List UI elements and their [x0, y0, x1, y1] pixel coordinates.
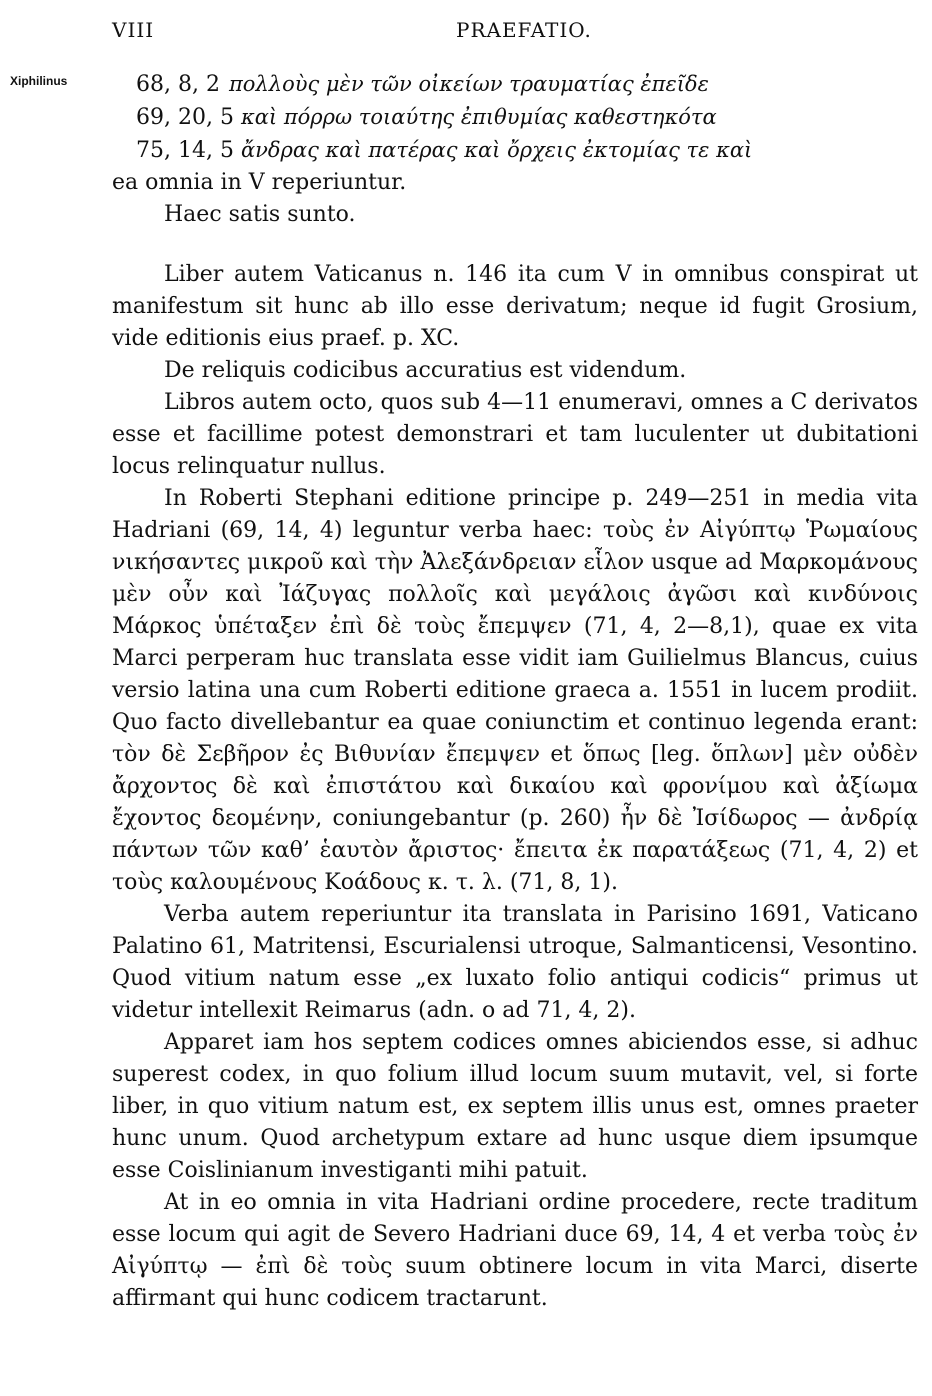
body-text [112, 68, 918, 1315]
margin-note: Xiphilinus [10, 74, 68, 88]
page-header [0, 14, 932, 44]
paragraph: De reliquis codicibus accuratius est videndum. [164, 358, 687, 383]
citation-ref: 75, 14, 5 [136, 138, 234, 163]
citation-ref: 69, 20, 5 [136, 105, 234, 130]
citation-line [112, 101, 918, 134]
citation-ref: 68, 8, 2 [136, 72, 220, 97]
paragraph: At in eo omnia in vita Hadriani ordine procedere, recte traditum esse locum qui agit de Severo Hadriani duce 69, 14, 4 et verba τοὺς ἐν Αἰγύπτῳ — ἐπὶ δὲ τοὺς suum obtinere locum in vita Marci, diserte affirmant qui hunc codicem tractarunt. [112, 1190, 918, 1311]
citation-greek: καὶ πόρρω τοιαύτης ἐπιθυμίας καθεστηκότα [240, 105, 717, 129]
page-number: VIII [112, 18, 155, 42]
citation-line [112, 68, 918, 101]
paragraph: Apparet iam hos septem codices omnes abiciendos esse, si adhuc superest codex, in quo folium illud locum suum mutavit, vel, si forte liber, in quo vitium natum est, ex septem illis unus est, omnes praeter hunc unum. Quod archetypum extare ad hunc usque diem ipsumque esse Coislinianum investiganti mihi patuit. [112, 1030, 918, 1183]
paragraph: Haec satis sunto. [164, 202, 356, 227]
citation-greek: ἄνδρας καὶ πατέρας καὶ ὄρχεις ἐκτομίας τε καὶ [240, 138, 753, 162]
running-title: PRAEFATIO. [456, 18, 592, 42]
paragraph: Libros autem octo, quos sub 4—11 enumeravi, omnes a C derivatos esse et facillime potest demonstrari et tam luculenter ut dubitationi locus relinquatur nullus. [112, 390, 918, 479]
paragraph: ea omnia in V reperiuntur. [112, 170, 407, 195]
citation-greek: πολλοὺς μὲν τῶν οἰκείων τραυματίας ἐπεῖδε [229, 72, 709, 96]
paragraph: Liber autem Vaticanus n. 146 ita cum V in omnibus conspirat ut manifestum sit hunc ab illo esse derivatum; neque id fugit Grosium, vide editionis eius praef. p. XC. [112, 262, 918, 351]
section-gap [112, 231, 918, 259]
citation-line [112, 134, 918, 167]
paragraph: Verba autem reperiuntur ita translata in Parisino 1691, Vaticano Palatino 61, Matritensi, Escurialensi utroque, Salmanticensi, Vesontino. Quod vitium natum esse „ex luxato folio antiqui codicis“ primus ut videtur intellexit Reimarus (adn. o ad 71, 4, 2). [112, 902, 918, 1023]
paragraph: In Roberti Stephani editione principe p. 249—251 in media vita Hadriani (69, 14, 4) leguntur verba haec: τοὺς ἐν Αἰγύπτῳ Ῥωμαίους νικήσαντες μικροῦ καὶ τὴν Ἀλεξάνδρειαν εἷλον usque ad Μαρκομάνους μὲν οὖν καὶ Ἰάζυγας πολλοῖς καὶ μεγάλοις ἀγῶσι καὶ κινδύνοις Μάρκος ὑπέταξεν ἐπὶ δὲ τοὺς ἔπεμψεν (71, 4, 2—8,1), quae ex vita Marci perperam huc translata esse vidit iam Guilielmus Blancus, cuius versio latina una cum Roberti editione graeca a. 1551 in lucem prodiit. Quo facto divellebantur ea quae coniunctim et continuo legenda erant: τὸν δὲ Σεβῆρον ἐς Βιθυνίαν ἔπεμψεν et ὅπως [leg. ὅπλων] μὲν οὐδὲν ἄρχοντος δὲ καὶ ἐπιστάτου καὶ δικαίου καὶ φρονίμου καὶ ἀξίωμα ἔχοντος δεομένην, coniungebantur (p. 260) ἦν δὲ Ἰσίδωρος — ἀνδρίᾳ πάντων τῶν καθ’ ἑαυτὸν ἄριστος· ἔπειτα ἐκ παρατάξεως (71, 4, 2) et τοὺς καλουμένους Κοάδους κ. τ. λ. (71, 8, 1). [112, 486, 918, 895]
